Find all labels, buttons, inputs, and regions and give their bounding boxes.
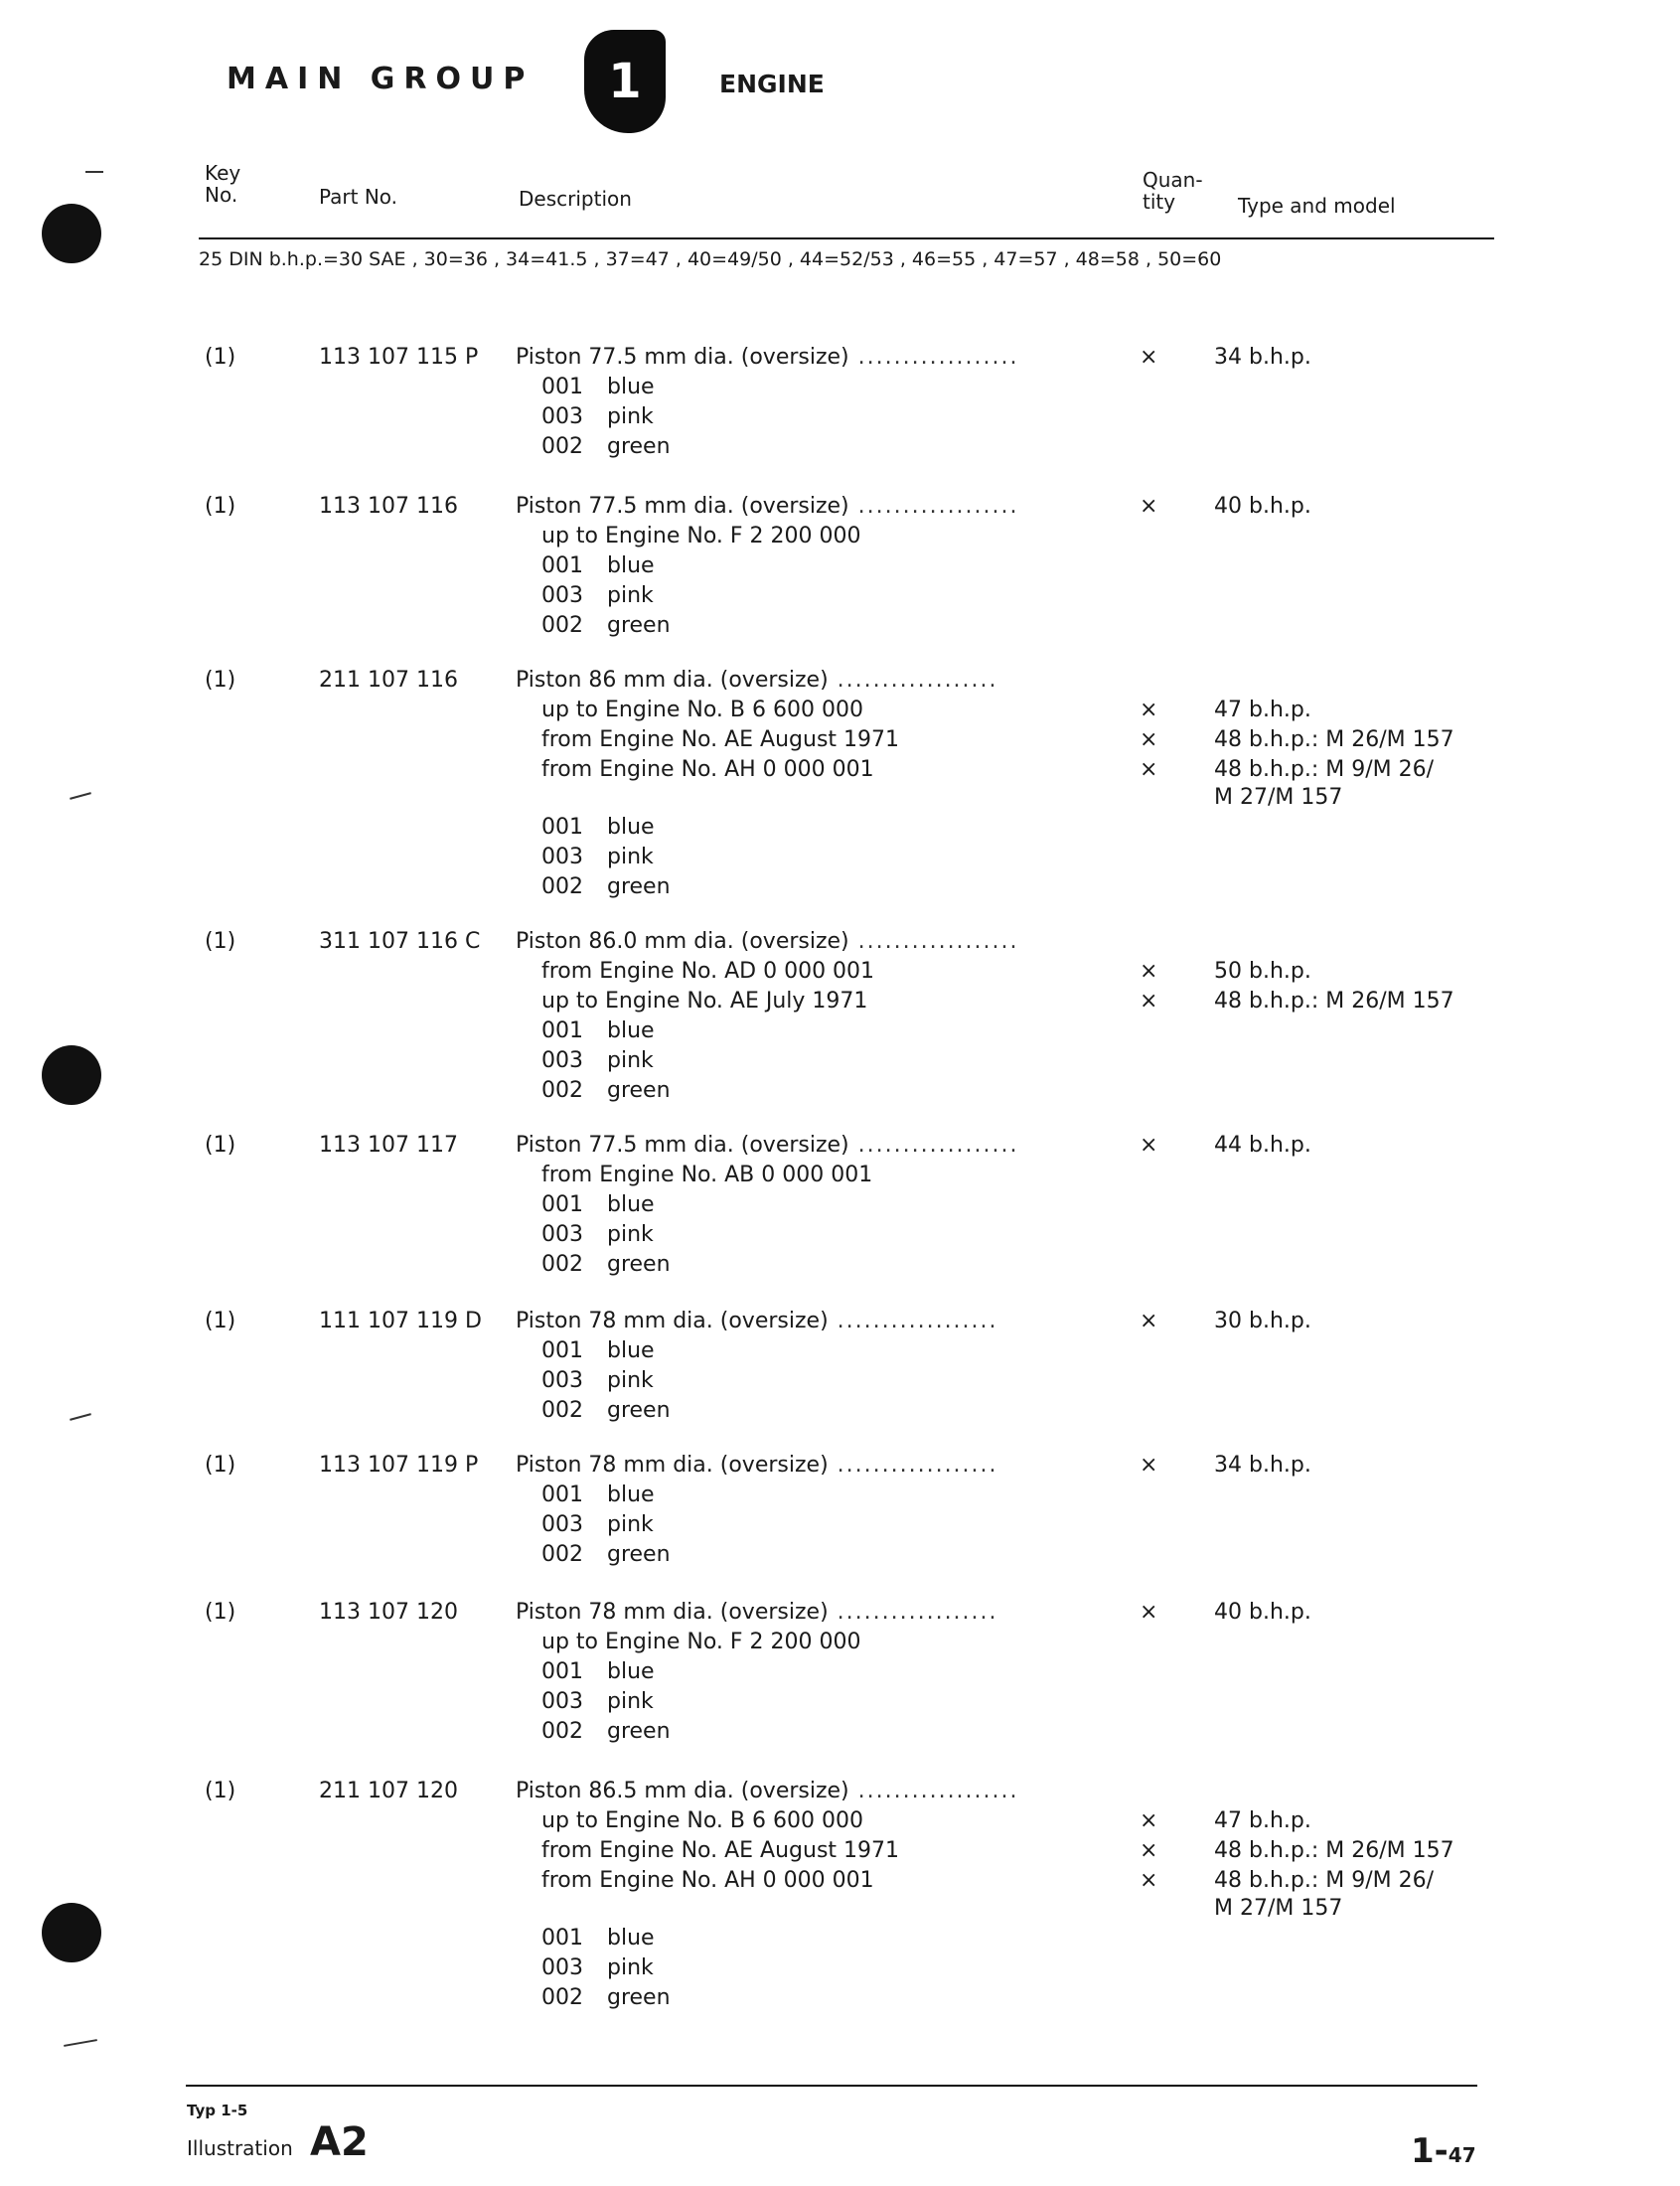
quantity: × bbox=[1140, 959, 1158, 984]
margin-mark bbox=[70, 792, 91, 800]
main-group-heading: MAIN GROUP bbox=[227, 62, 535, 96]
color-name: blue bbox=[607, 375, 655, 399]
color-name: pink bbox=[607, 1512, 654, 1537]
color-name: pink bbox=[607, 404, 654, 429]
color-code: 001 bbox=[541, 1659, 583, 1684]
color-name: blue bbox=[607, 553, 655, 578]
color-code: 001 bbox=[541, 1483, 583, 1507]
engine-range: from Engine No. AE August 1971 bbox=[541, 727, 900, 752]
color-code: 002 bbox=[541, 1542, 583, 1567]
quantity: × bbox=[1140, 989, 1158, 1014]
quantity: × bbox=[1140, 345, 1158, 370]
key-no: (1) bbox=[205, 1453, 236, 1478]
type-model: 34 b.h.p. bbox=[1214, 345, 1311, 370]
description: Piston 86.0 mm dia. (oversize) ..... bbox=[516, 927, 1019, 957]
quantity: × bbox=[1140, 1838, 1158, 1863]
column-type-model: Type and model bbox=[1238, 194, 1396, 218]
color-code: 001 bbox=[541, 375, 583, 399]
description: Piston 78 mm dia. (oversize) ..... bbox=[516, 1451, 998, 1481]
color-name: pink bbox=[607, 583, 654, 608]
color-name: blue bbox=[607, 1338, 655, 1363]
margin-mark bbox=[64, 2039, 97, 2047]
color-code: 003 bbox=[541, 1512, 583, 1537]
key-no: (1) bbox=[205, 1309, 236, 1333]
engine-range: up to Engine No. F 2 200 000 bbox=[541, 1630, 861, 1654]
quantity: × bbox=[1140, 1868, 1158, 1893]
part-no: 211 107 120 bbox=[319, 1779, 458, 1803]
description: Piston 77.5 mm dia. (oversize) ..... bbox=[516, 1131, 1019, 1161]
type-model: 30 b.h.p. bbox=[1214, 1309, 1311, 1333]
engine-range: from Engine No. AH 0 000 001 bbox=[541, 1868, 874, 1893]
color-code: 002 bbox=[541, 1985, 583, 2010]
color-code: 003 bbox=[541, 845, 583, 869]
color-name: green bbox=[607, 874, 671, 899]
quantity: × bbox=[1140, 1600, 1158, 1625]
type-model: 47 b.h.p. bbox=[1214, 698, 1311, 722]
color-code: 002 bbox=[541, 1252, 583, 1277]
punch-hole-middle bbox=[42, 1045, 101, 1105]
type-model: 40 b.h.p. bbox=[1214, 1600, 1311, 1625]
engine-range: from Engine No. AH 0 000 001 bbox=[541, 757, 874, 782]
part-no: 113 107 116 bbox=[319, 494, 458, 519]
key-no: (1) bbox=[205, 929, 236, 954]
column-description: Description bbox=[519, 187, 632, 211]
color-code: 003 bbox=[541, 1368, 583, 1393]
color-code: 001 bbox=[541, 1926, 583, 1951]
color-name: pink bbox=[607, 1222, 654, 1247]
key-no: (1) bbox=[205, 1133, 236, 1158]
color-name: blue bbox=[607, 1926, 655, 1951]
key-no: (1) bbox=[205, 1600, 236, 1625]
illustration-code: A2 bbox=[310, 2119, 369, 2165]
engine-range: from Engine No. AE August 1971 bbox=[541, 1838, 900, 1863]
color-code: 001 bbox=[541, 815, 583, 840]
color-name: pink bbox=[607, 1689, 654, 1714]
color-code: 002 bbox=[541, 1719, 583, 1744]
engine-range: up to Engine No. AE July 1971 bbox=[541, 989, 868, 1014]
engine-range: from Engine No. AB 0 000 001 bbox=[541, 1163, 873, 1187]
engine-range: up to Engine No. B 6 600 000 bbox=[541, 1808, 863, 1833]
type-model: 44 b.h.p. bbox=[1214, 1133, 1311, 1158]
color-name: green bbox=[607, 1719, 671, 1744]
margin-mark bbox=[85, 171, 103, 173]
quantity: × bbox=[1140, 1309, 1158, 1333]
color-code: 002 bbox=[541, 1078, 583, 1103]
color-name: blue bbox=[607, 815, 655, 840]
group-number-badge: 1 bbox=[584, 30, 666, 133]
column-key-no: Key No. bbox=[205, 161, 241, 207]
color-code: 003 bbox=[541, 404, 583, 429]
part-no: 211 107 116 bbox=[319, 668, 458, 693]
color-name: green bbox=[607, 434, 671, 459]
color-code: 003 bbox=[541, 583, 583, 608]
engine-range: up to Engine No. F 2 200 000 bbox=[541, 524, 861, 548]
type-model: 47 b.h.p. bbox=[1214, 1808, 1311, 1833]
part-no: 113 107 115 P bbox=[319, 345, 479, 370]
color-name: blue bbox=[607, 1659, 655, 1684]
color-code: 002 bbox=[541, 434, 583, 459]
type-model: 48 b.h.p.: M 26/M 157 bbox=[1214, 727, 1454, 752]
page-title: ENGINE bbox=[719, 70, 825, 98]
description: Piston 78 mm dia. (oversize) ..... bbox=[516, 1598, 998, 1628]
margin-mark bbox=[70, 1413, 91, 1421]
engine-range: from Engine No. AD 0 000 001 bbox=[541, 959, 875, 984]
type-range: Typ 1-5 bbox=[187, 2102, 248, 2119]
part-no: 113 107 117 bbox=[319, 1133, 458, 1158]
quantity: × bbox=[1140, 1808, 1158, 1833]
description: Piston 77.5 mm dia. (oversize) ..... bbox=[516, 343, 1019, 373]
column-quantity: Quan- tity bbox=[1143, 168, 1203, 214]
type-model: 34 b.h.p. bbox=[1214, 1453, 1311, 1478]
color-code: 001 bbox=[541, 1192, 583, 1217]
punch-hole-bottom bbox=[42, 1903, 101, 1962]
color-name: pink bbox=[607, 1048, 654, 1073]
quantity: × bbox=[1140, 1453, 1158, 1478]
color-name: pink bbox=[607, 1368, 654, 1393]
part-no: 113 107 119 P bbox=[319, 1453, 479, 1478]
key-no: (1) bbox=[205, 668, 236, 693]
color-name: blue bbox=[607, 1192, 655, 1217]
color-code: 001 bbox=[541, 1018, 583, 1043]
quantity: × bbox=[1140, 1133, 1158, 1158]
color-name: green bbox=[607, 1398, 671, 1423]
color-name: pink bbox=[607, 845, 654, 869]
color-code: 002 bbox=[541, 613, 583, 638]
key-no: (1) bbox=[205, 1779, 236, 1803]
type-model: 48 b.h.p.: M 26/M 157 bbox=[1214, 989, 1454, 1014]
key-no: (1) bbox=[205, 494, 236, 519]
part-no: 311 107 116 C bbox=[319, 929, 481, 954]
type-model-continued: M 27/M 157 bbox=[1214, 1896, 1343, 1921]
type-model-continued: M 27/M 157 bbox=[1214, 785, 1343, 810]
type-model: 50 b.h.p. bbox=[1214, 959, 1311, 984]
punch-hole-top bbox=[42, 204, 101, 263]
color-code: 003 bbox=[541, 1955, 583, 1980]
description: Piston 86 mm dia. (oversize) ..... bbox=[516, 666, 998, 696]
type-model: 48 b.h.p.: M 26/M 157 bbox=[1214, 1838, 1454, 1863]
color-name: green bbox=[607, 613, 671, 638]
column-part-no: Part No. bbox=[319, 185, 398, 209]
color-name: green bbox=[607, 1078, 671, 1103]
description: Piston 78 mm dia. (oversize) ..... bbox=[516, 1307, 998, 1336]
color-code: 003 bbox=[541, 1689, 583, 1714]
header-rule bbox=[199, 237, 1494, 239]
color-code: 003 bbox=[541, 1222, 583, 1247]
part-no: 113 107 120 bbox=[319, 1600, 458, 1625]
part-no: 111 107 119 D bbox=[319, 1309, 482, 1333]
color-code: 002 bbox=[541, 874, 583, 899]
color-name: green bbox=[607, 1252, 671, 1277]
type-model: 40 b.h.p. bbox=[1214, 494, 1311, 519]
quantity: × bbox=[1140, 698, 1158, 722]
quantity: × bbox=[1140, 727, 1158, 752]
page-number: 1-47 bbox=[1411, 2131, 1476, 2171]
quantity: × bbox=[1140, 757, 1158, 782]
color-name: green bbox=[607, 1542, 671, 1567]
color-name: pink bbox=[607, 1955, 654, 1980]
footer-rule bbox=[186, 2085, 1477, 2087]
color-name: blue bbox=[607, 1483, 655, 1507]
engine-range: up to Engine No. B 6 600 000 bbox=[541, 698, 863, 722]
illustration-label: Illustration bbox=[187, 2136, 293, 2160]
quantity: × bbox=[1140, 494, 1158, 519]
color-code: 001 bbox=[541, 553, 583, 578]
color-name: green bbox=[607, 1985, 671, 2010]
color-code: 001 bbox=[541, 1338, 583, 1363]
color-code: 003 bbox=[541, 1048, 583, 1073]
description: Piston 86.5 mm dia. (oversize) ..... bbox=[516, 1777, 1019, 1806]
color-code: 002 bbox=[541, 1398, 583, 1423]
type-model: 48 b.h.p.: M 9/M 26/ bbox=[1214, 1868, 1435, 1893]
key-no: (1) bbox=[205, 345, 236, 370]
color-name: blue bbox=[607, 1018, 655, 1043]
type-model: 48 b.h.p.: M 9/M 26/ bbox=[1214, 757, 1435, 782]
conversion-note: 25 DIN b.h.p.=30 SAE , 30=36 , 34=41.5 , 37=47 , 40=49/50 , 44=52/53 , 46=55 , 47=57 , 48=58 , 50=60 bbox=[199, 248, 1222, 270]
description: Piston 77.5 mm dia. (oversize) ..... bbox=[516, 492, 1019, 522]
